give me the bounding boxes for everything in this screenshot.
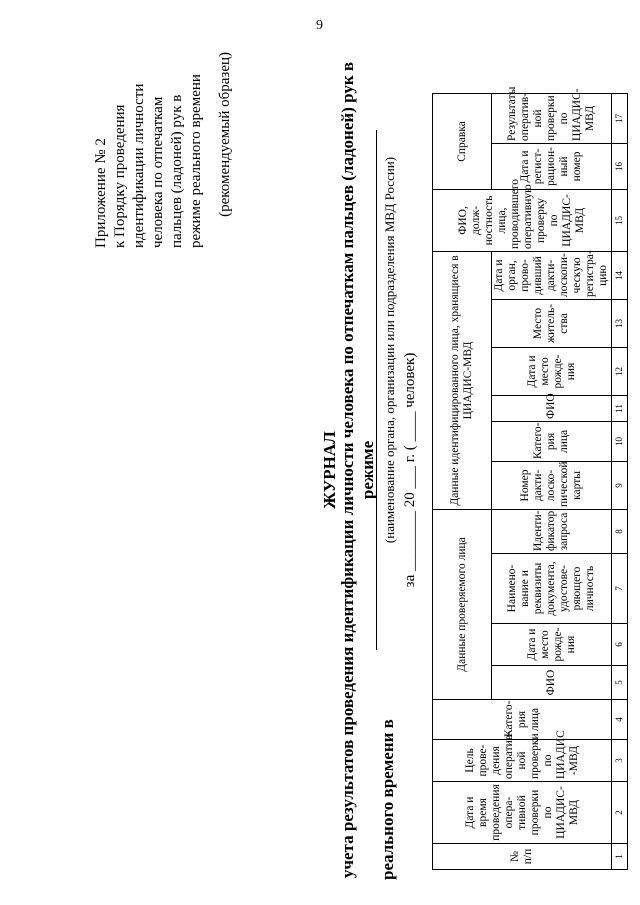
period-blank: ___: [402, 466, 418, 489]
journal-title: ЖУРНАЛ: [320, 431, 339, 509]
hdr-datetime: Дата и время проведения опера-тивной проверки по ЦИАДИС-МВД: [433, 782, 612, 844]
hdr-stored-group: Данные идентифицированного лица, хранящиеся в ЦИАДИС-МВД: [433, 251, 492, 509]
hdr-stored-fio: ФИО: [492, 395, 612, 421]
rotated-sheet: [30, 52, 624, 880]
period-year-suffix: г. (: [402, 445, 418, 463]
col-number: 9: [612, 461, 628, 509]
col-number: 2: [612, 782, 628, 844]
col-number: 13: [612, 299, 628, 347]
column-number-row: [612, 93, 628, 869]
hdr-stored-residence: Место житель-ства: [492, 299, 612, 347]
period-blank: ____: [402, 411, 418, 442]
journal-table: [432, 86, 628, 870]
hdr-checked-birth: Дата и место рожде-ния: [492, 624, 612, 666]
period-persons: человек): [402, 352, 418, 408]
period-line: [402, 60, 419, 880]
hdr-stored-regdate: Дата и орган, прово-дивший дакти-лоскопи-ческую регистра-цию: [492, 251, 612, 299]
org-underline: [376, 130, 377, 650]
col-number: 8: [612, 509, 628, 553]
page-number: 9: [316, 18, 323, 33]
col-number: 10: [612, 421, 628, 461]
appendix-line: режиме реального времени: [188, 74, 204, 248]
col-number: 5: [612, 666, 628, 700]
header-row-1: [433, 93, 492, 869]
hdr-category: Катего-рия лица: [433, 700, 612, 740]
org-caption: (наименование органа, организации или подразделения МВД России): [382, 156, 397, 544]
hdr-stored-category: Катего-рия лица: [492, 421, 612, 461]
col-number: 6: [612, 624, 628, 666]
col-number: 16: [612, 143, 628, 189]
col-number: 4: [612, 700, 628, 740]
appendix-line: к Порядку проведения: [112, 104, 128, 248]
period-year: 20: [402, 492, 418, 508]
hdr-checked-doc: Наимено-вание и реквизиты документа, удостове-ряющего личность: [492, 554, 612, 624]
col-number: 7: [612, 554, 628, 624]
hdr-checked-fio: ФИО: [492, 666, 612, 700]
appendix-line: человека по отпечаткам: [150, 96, 166, 248]
hdr-purpose: Цель прове-дения оператив-ной проверки по ЦИАДИС -МВД: [433, 740, 612, 782]
col-number: 17: [612, 93, 628, 143]
col-number: 3: [612, 740, 628, 782]
appendix-title: Приложение № 2: [93, 138, 109, 248]
col-number: 1: [612, 844, 628, 870]
appendix-block: [92, 52, 235, 248]
hdr-request-id: Иденти-фикатор запроса: [492, 509, 612, 553]
period-za: за: [402, 574, 418, 588]
col-number: 11: [612, 395, 628, 421]
subtitle-line-1: учета результатов проведения идентификации личности человека по отпечаткам пальцев (ладоней) рук в режиме: [338, 61, 377, 879]
hdr-checked-group: Данные проверяемого лица: [433, 509, 492, 699]
hdr-info-group: Справка: [433, 93, 492, 189]
hdr-info-results: Результаты оператив-ной проверки по ЦИАДИС-МВД: [492, 93, 612, 143]
hdr-operator: ФИО, долж-ностность лица, проводившего оперативную проверку по ЦИАДИС-МВД: [433, 189, 612, 251]
sample-note: (рекомендуемый образец): [217, 52, 233, 217]
col-number: 12: [612, 347, 628, 395]
col-number: 14: [612, 251, 628, 299]
hdr-stored-card: Номер дакти-лоско-пической карты: [492, 461, 612, 509]
col-number: 15: [612, 189, 628, 251]
hdr-stored-birth: Дата и место рожде-ния: [492, 347, 612, 395]
appendix-line: идентификации личности: [131, 83, 147, 248]
period-blank: ________: [402, 511, 418, 571]
hdr-info-regdate: Дата и регист-рацион-ный номер: [492, 143, 612, 189]
appendix-line: пальцев (ладоней) рук в: [169, 94, 185, 248]
subtitle-line-2: реального времени в: [378, 719, 397, 880]
hdr-no: № п/п: [433, 844, 612, 870]
